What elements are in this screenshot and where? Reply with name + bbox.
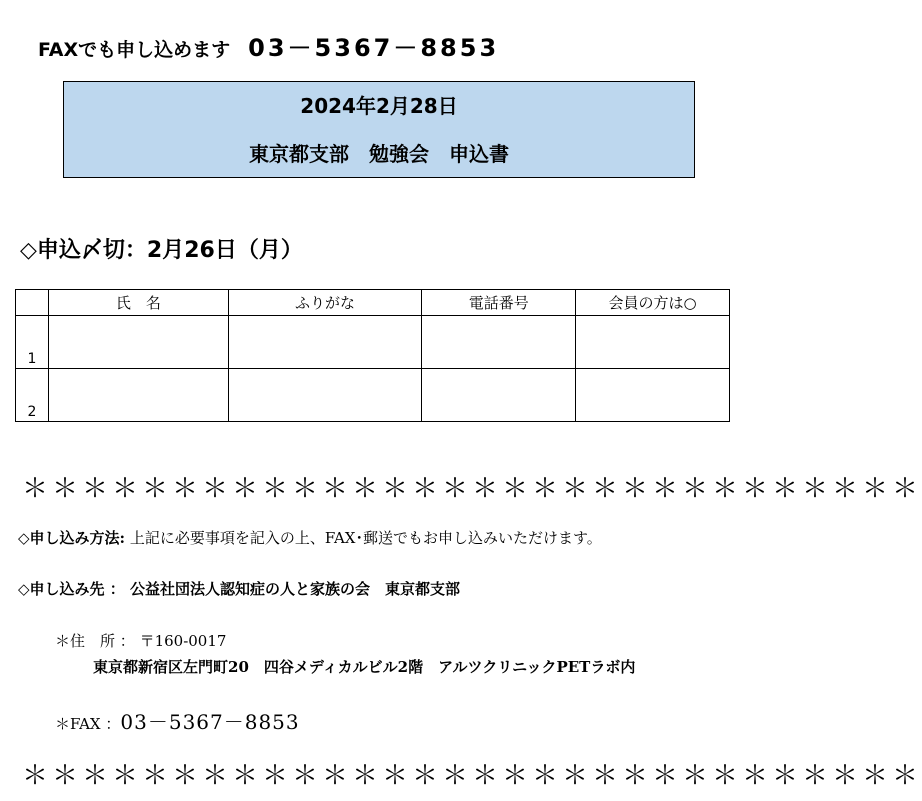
- separator-bottom: ＊＊＊＊＊＊＊＊＊＊＊＊＊＊＊＊＊＊＊＊＊＊＊＊＊＊＊＊＊＊: [22, 761, 922, 791]
- street-address: 東京都新宿区左門町20 四谷メディカルビル2階 アルツクリニックPETラボ内: [93, 658, 636, 676]
- address-line: [55, 630, 226, 651]
- application-method: [18, 527, 602, 548]
- title-box: [63, 81, 695, 178]
- deadline: ◇申込〆切：2月26日（月）: [20, 238, 303, 263]
- table-row: [16, 316, 730, 369]
- table-header-row: [16, 290, 730, 316]
- application-table: [15, 289, 730, 422]
- name-cell[interactable]: [48, 316, 228, 369]
- header-number: [16, 290, 49, 316]
- row-number: 1: [16, 316, 49, 369]
- table-row: [16, 369, 730, 422]
- destination-org: 公益社団法人認知症の人と家族の会 東京都支部: [130, 580, 461, 598]
- phone-cell[interactable]: [422, 369, 576, 422]
- furigana-cell[interactable]: [228, 316, 422, 369]
- separator-top: ＊＊＊＊＊＊＊＊＊＊＊＊＊＊＊＊＊＊＊＊＊＊＊＊＊＊＊＊＊＊: [22, 474, 922, 504]
- header-furigana: ふりがな: [228, 290, 422, 316]
- header-phone: 電話番号: [422, 290, 576, 316]
- event-date: 2024年2月28日: [300, 94, 458, 118]
- phone-cell[interactable]: [422, 316, 576, 369]
- application-destination: [18, 578, 460, 599]
- method-text: 上記に必要事項を記入の上、FAX･郵送でもお申し込みいただけます。: [129, 529, 602, 547]
- address-label: ＊住 所 ：: [55, 632, 135, 650]
- postal-code: 〒160-0017: [139, 632, 227, 650]
- header-name: 氏 名: [48, 290, 228, 316]
- fax-banner: [38, 28, 499, 63]
- method-label: ◇申し込み方法:: [18, 529, 126, 547]
- member-cell[interactable]: [576, 369, 730, 422]
- fax-info: [55, 706, 300, 735]
- fax-label: ＊FAX ：: [55, 715, 121, 733]
- form-title: 東京都支部 勉強会 申込書: [249, 142, 509, 166]
- destination-label: ◇申し込み先 ：: [18, 580, 125, 598]
- row-number: 2: [16, 369, 49, 422]
- member-cell[interactable]: [576, 316, 730, 369]
- name-cell[interactable]: [48, 369, 228, 422]
- fax-banner-number: 03－5367－8853: [248, 34, 500, 62]
- fax-number: 03－5367－8853: [120, 710, 300, 734]
- fax-banner-label: FAXでも申し込めます: [38, 39, 231, 61]
- furigana-cell[interactable]: [228, 369, 422, 422]
- header-member: 会員の方は○: [576, 290, 730, 316]
